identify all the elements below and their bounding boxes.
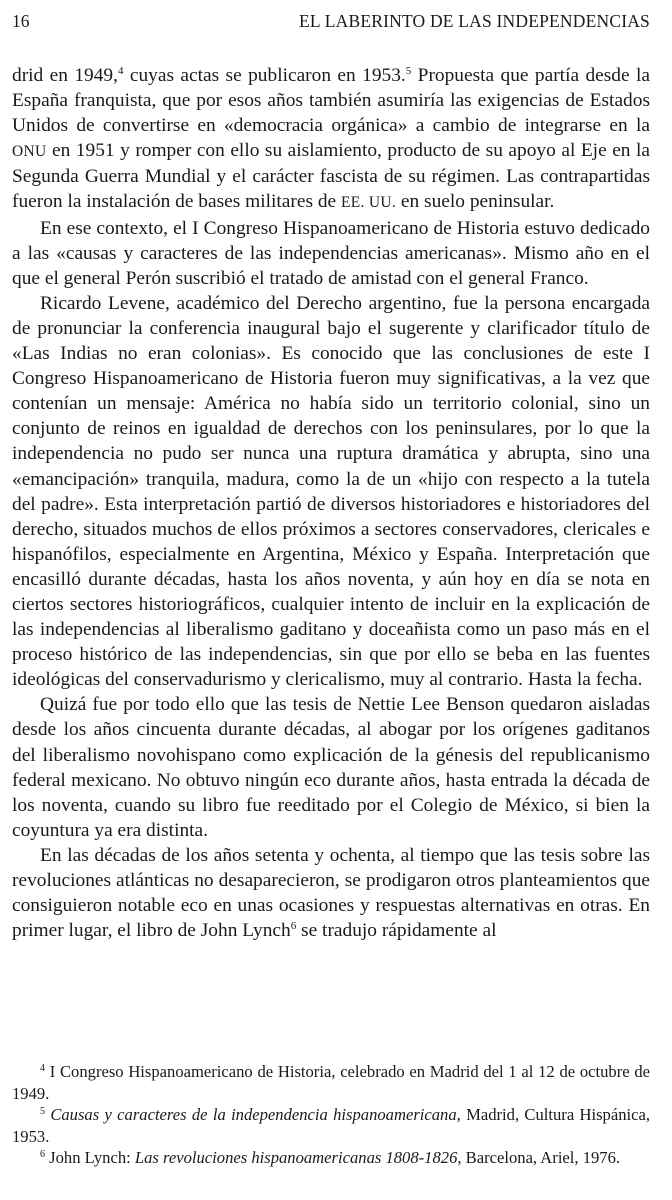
footnote-ref-5: 5 — [405, 65, 412, 77]
paragraph-2: En ese contexto, el I Congreso Hispanoamericano de Historia estuvo dedicado a las «causas y caracteres de las independencias americanas». Mismo año en el que el general Perón suscribió el tratado de amistad con el general Franco. — [12, 217, 650, 289]
running-header — [12, 8, 650, 34]
footnote-4-number: 4 — [40, 1063, 45, 1074]
paragraph-4: Quizá fue por todo ello que las tesis de Nettie Lee Benson quedaron aisladas desde los años cincuenta durante décadas, al abogar por los orígenes gaditanos del liberalismo novohispano como explicación de la génesis del republicanismo federal mexicano. No obtuvo ningún eco durante años, hasta entrada la década de los noventa, cuando su libro fue reeditado por el Colegio de México, si bien la coyuntura ya era distinta. — [12, 694, 650, 841]
footnote-4-text: I Congreso Hispanoamericano de Historia, celebrado en Madrid del 1 al 12 de octubre de 1949. — [12, 1062, 650, 1103]
paragraph-5 — [12, 843, 650, 943]
footnote-6-number: 6 — [40, 1149, 45, 1161]
body-text — [12, 63, 650, 943]
footnote-5-title: Causas y caracteres de la independencia hispanoamericana — [50, 1105, 457, 1125]
footnote-6-author: John Lynch: — [49, 1148, 135, 1168]
running-title: EL LABERINTO DE LAS INDEPENDENCIAS — [299, 11, 650, 31]
paragraph-1-text-d: en 1951 y romper con ello su aislamiento, producto de su apoyo al Eje en la Segunda Guerra Mundial y el carácter fascista de su régimen. Las contrapartidas fueron la instalación de bases militares de — [12, 140, 650, 213]
footnote-5-rest: , Madrid, Cultura Hispánica, 1953. — [12, 1105, 650, 1146]
paragraph-5-text-a: En las décadas de los años setenta y ochenta, al tiempo que las tesis sobre las revoluciones atlánticas no desaparecieron, se prodigaron otros planteamientos que consiguieron notable eco en unas ocasiones y respuestas alternativas en otras. En primer lugar, el libro de John Lynch — [12, 844, 650, 942]
paragraph-1 — [12, 63, 650, 216]
footnote-5 — [12, 1104, 650, 1147]
paragraph-3: Ricardo Levene, académico del Derecho argentino, fue la persona encargada de pronunciar la conferencia inaugural bajo el sugerente y clarificador título de «Las Indias no eran colonias». Es conocido que las conclusiones de este I Congreso Hispanoamericano de Historia fueron muy significativas, a la vez que contenían un mensaje: América no había sido un territorio colonial, sino un conjunto de reinos en igualdad de derechos con los peninsulares, por lo que la independencia no pudo ser nunca una ruptura dramática y abrupta, sino una «emancipación» tranquila, madura, como la de un «hijo con respecto a la tutela del padre». Esta interpretación partió de diversos historiadores e historiadores del derecho, situados muchos de ellos próximos a sectores conservadores, clericales e hispanófilos, especialmente en Argentina, México y España. Interpretación que encasilló durante décadas, hasta los años noventa, y aún hoy en día se nota en ciertos sectores historiográficos, cualquier intento de incluir en la explicación de las independencias al liberalismo gaditano y doceañista como un paso más en el proceso histórico de las independencias, sin que por ello se beba en las fuentes ideológicas del conservadurismo y clericalismo, muy al contrario. Hasta la fecha. — [12, 292, 650, 691]
footnote-5-number: 5 — [40, 1106, 45, 1118]
footnotes — [12, 1061, 650, 1169]
footnote-ref-4: 4 — [117, 65, 124, 77]
page-number: 16 — [12, 11, 30, 31]
acronym-onu: ONU — [12, 143, 47, 161]
footnote-ref-6: 6 — [290, 920, 297, 933]
paragraph-1-text-b: cuyas actas se publicaron en 1953. — [123, 65, 406, 86]
paragraph-1-text-c: Propuesta que partía desde la España franquista, que por esos años también asumiría las exigencias de Estados Unidos de convertirse en «democracia orgánica» a cambio de integrarse en la — [12, 65, 650, 137]
paragraph-1-text-e: en suelo peninsular. — [396, 191, 555, 213]
acronym-eeuu: EE. UU. — [341, 194, 397, 212]
paragraph-1-text-a: drid en 1949, — [12, 65, 118, 86]
footnote-6 — [12, 1147, 650, 1169]
footnote-6-title: Las revoluciones hispanoamericanas 1808-1826 — [134, 1148, 458, 1168]
footnote-6-rest: , Barcelona, Ariel, 1976. — [457, 1148, 621, 1168]
paragraph-5-text-b: se tradujo rápidamente al — [296, 920, 497, 942]
footnote-4 — [12, 1061, 650, 1104]
